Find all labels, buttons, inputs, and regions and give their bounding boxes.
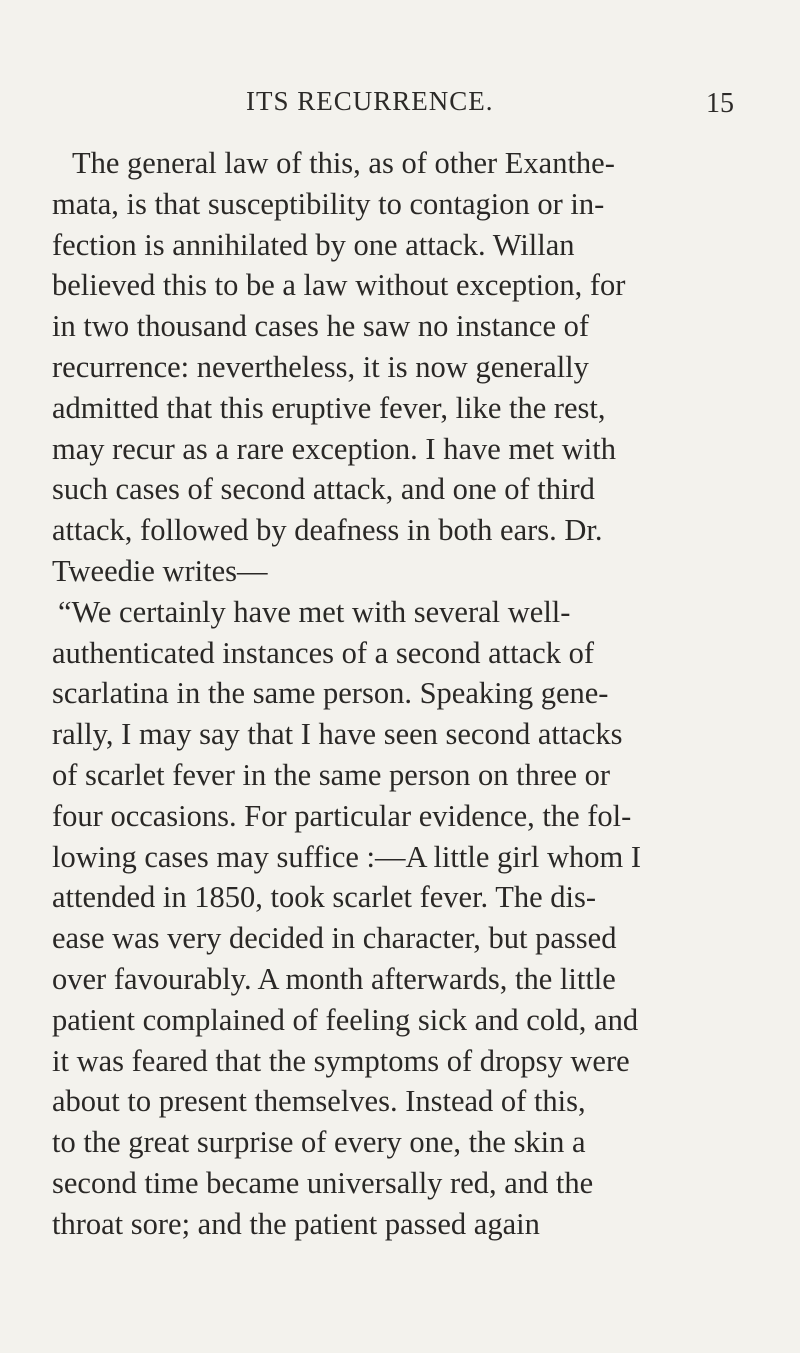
page-number: 15: [706, 88, 734, 119]
text-line: it was feared that the symptoms of dropsy were: [52, 1043, 630, 1078]
text-line: second time became universally red, and the: [52, 1165, 594, 1200]
text-line: lowing cases may suffice :—A little girl whom I: [52, 839, 642, 874]
text-line: admitted that this eruptive fever, like the rest,: [52, 390, 606, 425]
text-line: ease was very decided in character, but passed: [52, 921, 617, 956]
text-line: mata, is that susceptibility to contagion or in-: [52, 186, 605, 221]
text-line: “We certainly have met with several well-: [58, 594, 571, 629]
text-line: Tweedie writes—: [52, 553, 268, 588]
text-line: attended in 1850, took scarlet fever. The dis-: [52, 880, 597, 915]
text-line: attack, followed by deafness in both ears. Dr.: [52, 513, 603, 548]
text-line: to the great surprise of every one, the skin a: [52, 1125, 586, 1160]
body-text: [52, 143, 772, 1245]
text-line: The general law of this, as of other Exanthe-: [72, 146, 615, 180]
text-line: authenticated instances of a second attack of: [52, 635, 594, 670]
text-line: recurrence: nevertheless, it is now generally: [52, 349, 589, 384]
text-line: believed this to be a law without exception, for: [52, 268, 626, 303]
page-header: [0, 86, 800, 126]
text-line: over favourably. A month afterwards, the little: [52, 961, 616, 996]
running-head: ITS RECURRENCE.: [246, 86, 494, 116]
text-line: scarlatina in the same person. Speaking gene-: [52, 676, 609, 711]
text-line: rally, I may say that I have seen second attacks: [52, 717, 623, 752]
text-line: four occasions. For particular evidence, the fol-: [52, 798, 632, 833]
text-line: such cases of second attack, and one of third: [52, 472, 595, 507]
text-line: throat sore; and the patient passed again: [52, 1206, 540, 1241]
text-line: fection is annihilated by one attack. Willan: [52, 227, 575, 262]
text-line: patient complained of feeling sick and cold, and: [52, 1002, 639, 1037]
text-line: of scarlet fever in the same person on three or: [52, 757, 611, 792]
text-line: may recur as a rare exception. I have met with: [52, 431, 616, 466]
text-line: in two thousand cases he saw no instance of: [52, 309, 590, 344]
text-line: about to present themselves. Instead of this,: [52, 1084, 586, 1119]
